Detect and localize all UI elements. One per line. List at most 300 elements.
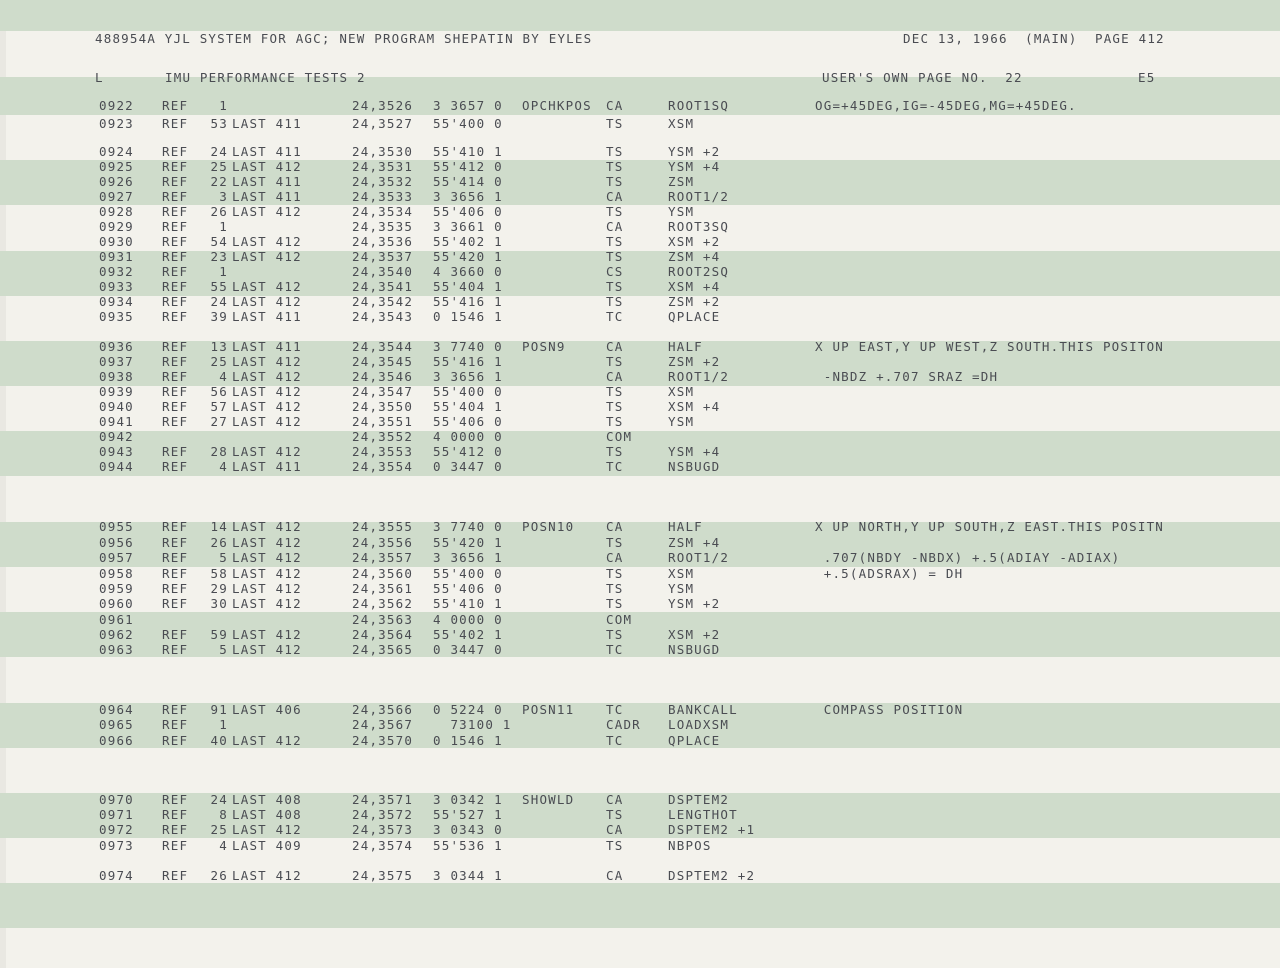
operand: XSM +4: [668, 399, 721, 414]
ref-keyword: REF: [162, 116, 189, 131]
ref-count: 1: [219, 219, 228, 234]
line-number: 0955: [99, 519, 134, 534]
address: 24,3564: [352, 627, 414, 642]
octal-value: 3 0344 1: [433, 868, 503, 883]
opcode: TC: [606, 702, 624, 717]
opcode: TS: [606, 596, 624, 611]
address: 24,3544: [352, 339, 414, 354]
comment: -NBDZ +.707 SRAZ =DH: [815, 369, 999, 384]
address: 24,3553: [352, 444, 414, 459]
opcode: TC: [606, 642, 624, 657]
ref-count: 53: [210, 116, 228, 131]
ref-count: 27: [210, 414, 228, 429]
operand: ROOT3SQ: [668, 219, 730, 234]
opcode: TC: [606, 459, 624, 474]
ref-keyword: REF: [162, 444, 189, 459]
ref-keyword: REF: [162, 249, 189, 264]
line-number: 0937: [99, 354, 134, 369]
address: 24,3571: [352, 792, 414, 807]
address: 24,3534: [352, 204, 414, 219]
octal-value: 55'527 1: [433, 807, 503, 822]
address: 24,3552: [352, 429, 414, 444]
ref-keyword: REF: [162, 144, 189, 159]
ref-count: 1: [219, 264, 228, 279]
operand: QPLACE: [668, 733, 721, 748]
ref-location: LAST 411: [232, 339, 302, 354]
page-code: E5: [1138, 70, 1156, 85]
opcode: CA: [606, 219, 624, 234]
ref-location: LAST 412: [232, 535, 302, 550]
opcode: TS: [606, 249, 624, 264]
line-number: 0930: [99, 234, 134, 249]
ref-location: LAST 412: [232, 596, 302, 611]
octal-value: 55'406 0: [433, 204, 503, 219]
ref-count: 24: [210, 792, 228, 807]
opcode: CS: [606, 264, 624, 279]
address: 24,3555: [352, 519, 414, 534]
address: 24,3556: [352, 535, 414, 550]
line-number: 0966: [99, 733, 134, 748]
ref-location: LAST 412: [232, 414, 302, 429]
octal-value: 73100 1: [433, 717, 512, 732]
address: 24,3527: [352, 116, 414, 131]
line-number: 0944: [99, 459, 134, 474]
address: 24,3561: [352, 581, 414, 596]
ref-count: 5: [219, 642, 228, 657]
operand: NSBUGD: [668, 642, 721, 657]
octal-value: 55'406 0: [433, 581, 503, 596]
comment: X UP NORTH,Y UP SOUTH,Z EAST.THIS POSITN: [815, 519, 1165, 534]
line-number: 0927: [99, 189, 134, 204]
line-number: 0936: [99, 339, 134, 354]
octal-value: 55'416 1: [433, 354, 503, 369]
comment: X UP EAST,Y UP WEST,Z SOUTH.THIS POSITON: [815, 339, 1165, 354]
address: 24,3550: [352, 399, 414, 414]
ref-location: LAST 412: [232, 733, 302, 748]
ref-location: LAST 412: [232, 234, 302, 249]
operand: XSM: [668, 116, 695, 131]
ref-count: 59: [210, 627, 228, 642]
octal-value: 55'412 0: [433, 444, 503, 459]
address: 24,3536: [352, 234, 414, 249]
opcode: TS: [606, 399, 624, 414]
ref-count: 4: [219, 459, 228, 474]
symbol-label: OPCHKPOS: [522, 98, 592, 113]
opcode: CA: [606, 868, 624, 883]
opcode: CA: [606, 550, 624, 565]
line-number: 0925: [99, 159, 134, 174]
octal-value: 55'402 1: [433, 627, 503, 642]
opcode: COM: [606, 612, 633, 627]
opcode: TS: [606, 535, 624, 550]
line-number: 0965: [99, 717, 134, 732]
operand: YSM: [668, 581, 695, 596]
ref-count: 25: [210, 354, 228, 369]
opcode: TS: [606, 581, 624, 596]
user-page-label: USER'S OWN PAGE NO. 22: [822, 70, 1023, 85]
line-number: 0922: [99, 98, 134, 113]
ref-keyword: REF: [162, 807, 189, 822]
opcode: TS: [606, 234, 624, 249]
ref-keyword: REF: [162, 519, 189, 534]
opcode: CA: [606, 369, 624, 384]
octal-value: 55'410 1: [433, 144, 503, 159]
octal-value: 55'420 1: [433, 535, 503, 550]
opcode: TC: [606, 309, 624, 324]
ref-count: 28: [210, 444, 228, 459]
octal-value: 0 3447 0: [433, 642, 503, 657]
ref-location: LAST 412: [232, 369, 302, 384]
ref-keyword: REF: [162, 354, 189, 369]
ref-location: LAST 408: [232, 792, 302, 807]
line-number: 0958: [99, 566, 134, 581]
ref-count: 8: [219, 807, 228, 822]
listing-header-right: DEC 13, 1966 (MAIN) PAGE 412: [903, 31, 1165, 46]
octal-value: 3 0342 1: [433, 792, 503, 807]
operand: ZSM +4: [668, 535, 721, 550]
ref-location: LAST 412: [232, 627, 302, 642]
operand: YSM: [668, 414, 695, 429]
ref-count: 1: [219, 717, 228, 732]
ref-keyword: REF: [162, 399, 189, 414]
ref-keyword: REF: [162, 264, 189, 279]
ref-keyword: REF: [162, 733, 189, 748]
line-number: 0933: [99, 279, 134, 294]
line-number: 0942: [99, 429, 134, 444]
ref-count: 24: [210, 144, 228, 159]
octal-value: 55'416 1: [433, 294, 503, 309]
line-number: 0962: [99, 627, 134, 642]
address: 24,3535: [352, 219, 414, 234]
ref-count: 40: [210, 733, 228, 748]
line-number: 0938: [99, 369, 134, 384]
ref-keyword: REF: [162, 414, 189, 429]
comment: OG=+45DEG,IG=-45DEG,MG=+45DEG.: [815, 98, 1077, 113]
ref-location: LAST 406: [232, 702, 302, 717]
opcode: TS: [606, 144, 624, 159]
comment: COMPASS POSITION: [815, 702, 964, 717]
address: 24,3563: [352, 612, 414, 627]
opcode: CA: [606, 339, 624, 354]
ref-keyword: REF: [162, 159, 189, 174]
ref-count: 54: [210, 234, 228, 249]
line-number: 0973: [99, 838, 134, 853]
opcode: TS: [606, 354, 624, 369]
ref-location: LAST 412: [232, 159, 302, 174]
ref-count: 4: [219, 838, 228, 853]
operand: ZSM: [668, 174, 695, 189]
opcode: TC: [606, 733, 624, 748]
ref-keyword: REF: [162, 204, 189, 219]
address: 24,3533: [352, 189, 414, 204]
ref-location: LAST 411: [232, 189, 302, 204]
line-number: 0972: [99, 822, 134, 837]
line-number: 0934: [99, 294, 134, 309]
operand: DSPTEM2 +1: [668, 822, 756, 837]
ref-location: LAST 412: [232, 204, 302, 219]
octal-value: 55'536 1: [433, 838, 503, 853]
line-number: 0924: [99, 144, 134, 159]
line-number: 0932: [99, 264, 134, 279]
octal-value: 55'400 0: [433, 116, 503, 131]
address: 24,3575: [352, 868, 414, 883]
opcode: TS: [606, 838, 624, 853]
ref-keyword: REF: [162, 627, 189, 642]
line-number: 0974: [99, 868, 134, 883]
comment: .707(NBDY -NBDX) +.5(ADIAY -ADIAX): [815, 550, 1121, 565]
octal-value: 3 7740 0: [433, 339, 503, 354]
operand: XSM +4: [668, 279, 721, 294]
address: 24,3554: [352, 459, 414, 474]
opcode: TS: [606, 116, 624, 131]
octal-value: 0 5224 0: [433, 702, 503, 717]
octal-value: 4 0000 0: [433, 429, 503, 444]
octal-value: 55'400 0: [433, 384, 503, 399]
operand: DSPTEM2: [668, 792, 730, 807]
octal-value: 3 0343 0: [433, 822, 503, 837]
ref-location: LAST 411: [232, 116, 302, 131]
ref-keyword: REF: [162, 234, 189, 249]
operand: ROOT1SQ: [668, 98, 730, 113]
operand: YSM +4: [668, 159, 721, 174]
octal-value: 55'406 0: [433, 414, 503, 429]
symbol-label: SHOWLD: [522, 792, 575, 807]
ref-location: LAST 412: [232, 868, 302, 883]
ref-count: 26: [210, 535, 228, 550]
ref-count: 26: [210, 868, 228, 883]
ref-keyword: REF: [162, 717, 189, 732]
operand: ZSM +2: [668, 354, 721, 369]
octal-value: 55'400 0: [433, 566, 503, 581]
opcode: CA: [606, 98, 624, 113]
operand: HALF: [668, 339, 703, 354]
ref-count: 5: [219, 550, 228, 565]
ref-location: LAST 411: [232, 309, 302, 324]
line-number: 0957: [99, 550, 134, 565]
octal-value: 4 3660 0: [433, 264, 503, 279]
ref-keyword: REF: [162, 822, 189, 837]
ref-count: 24: [210, 294, 228, 309]
ref-count: 4: [219, 369, 228, 384]
line-number: 0959: [99, 581, 134, 596]
address: 24,3562: [352, 596, 414, 611]
ref-count: 23: [210, 249, 228, 264]
opcode: TS: [606, 444, 624, 459]
ref-keyword: REF: [162, 702, 189, 717]
opcode: CA: [606, 519, 624, 534]
octal-value: 55'412 0: [433, 159, 503, 174]
ref-keyword: REF: [162, 868, 189, 883]
octal-value: 55'404 1: [433, 279, 503, 294]
ref-keyword: REF: [162, 566, 189, 581]
octal-value: 55'410 1: [433, 596, 503, 611]
operand: BANKCALL: [668, 702, 738, 717]
ref-count: 91: [210, 702, 228, 717]
octal-value: 3 3656 1: [433, 369, 503, 384]
operand: YSM: [668, 204, 695, 219]
address: 24,3567: [352, 717, 414, 732]
line-number: 0931: [99, 249, 134, 264]
octal-value: 55'402 1: [433, 234, 503, 249]
ref-keyword: REF: [162, 189, 189, 204]
line-number: 0960: [99, 596, 134, 611]
ref-keyword: REF: [162, 792, 189, 807]
line-number: 0923: [99, 116, 134, 131]
operand: HALF: [668, 519, 703, 534]
line-number: 0926: [99, 174, 134, 189]
octal-value: 3 7740 0: [433, 519, 503, 534]
address: 24,3547: [352, 384, 414, 399]
octal-value: 55'414 0: [433, 174, 503, 189]
ref-keyword: REF: [162, 294, 189, 309]
ref-keyword: REF: [162, 581, 189, 596]
address: 24,3557: [352, 550, 414, 565]
ref-keyword: REF: [162, 642, 189, 657]
address: 24,3566: [352, 702, 414, 717]
operand: XSM: [668, 384, 695, 399]
ref-location: LAST 412: [232, 519, 302, 534]
ref-location: LAST 412: [232, 550, 302, 565]
octal-value: 55'404 1: [433, 399, 503, 414]
opcode: TS: [606, 414, 624, 429]
address: 24,3532: [352, 174, 414, 189]
ref-location: LAST 411: [232, 174, 302, 189]
opcode: COM: [606, 429, 633, 444]
octal-value: 0 1546 1: [433, 733, 503, 748]
operand: LENGTHOT: [668, 807, 738, 822]
line-number: 0956: [99, 535, 134, 550]
line-number: 0935: [99, 309, 134, 324]
operand: XSM +2: [668, 627, 721, 642]
line-number: 0940: [99, 399, 134, 414]
operand: ROOT1/2: [668, 550, 730, 565]
line-number: 0964: [99, 702, 134, 717]
ref-keyword: REF: [162, 369, 189, 384]
ref-location: LAST 412: [232, 294, 302, 309]
address: 24,3540: [352, 264, 414, 279]
line-number: 0943: [99, 444, 134, 459]
operand: YSM +4: [668, 444, 721, 459]
line-number: 0939: [99, 384, 134, 399]
address: 24,3551: [352, 414, 414, 429]
opcode: TS: [606, 566, 624, 581]
ref-count: 55: [210, 279, 228, 294]
address: 24,3542: [352, 294, 414, 309]
ref-keyword: REF: [162, 838, 189, 853]
ref-location: LAST 412: [232, 384, 302, 399]
ref-location: LAST 412: [232, 566, 302, 581]
ref-count: 22: [210, 174, 228, 189]
operand: ROOT1/2: [668, 189, 730, 204]
address: 24,3531: [352, 159, 414, 174]
octal-value: 3 3661 0: [433, 219, 503, 234]
opcode: TS: [606, 627, 624, 642]
address: 24,3530: [352, 144, 414, 159]
ref-keyword: REF: [162, 550, 189, 565]
address: 24,3537: [352, 249, 414, 264]
operand: ROOT1/2: [668, 369, 730, 384]
address: 24,3574: [352, 838, 414, 853]
listing-header-left: 488954A YJL SYSTEM FOR AGC; NEW PROGRAM SHEPATIN BY EYLES: [95, 31, 593, 46]
ref-location: LAST 408: [232, 807, 302, 822]
paper-band: [0, 883, 1280, 928]
ref-count: 13: [210, 339, 228, 354]
opcode: CA: [606, 822, 624, 837]
operand: XSM +2: [668, 234, 721, 249]
ref-count: 30: [210, 596, 228, 611]
line-number: 0961: [99, 612, 134, 627]
ref-location: LAST 412: [232, 581, 302, 596]
ref-keyword: REF: [162, 309, 189, 324]
opcode: TS: [606, 807, 624, 822]
address: 24,3545: [352, 354, 414, 369]
operand: ZSM +2: [668, 294, 721, 309]
symbol-label: POSN10: [522, 519, 575, 534]
ref-keyword: REF: [162, 596, 189, 611]
opcode: TS: [606, 384, 624, 399]
line-number: 0941: [99, 414, 134, 429]
ref-count: 57: [210, 399, 228, 414]
address: 24,3573: [352, 822, 414, 837]
opcode: TS: [606, 174, 624, 189]
ref-count: 1: [219, 98, 228, 113]
operand: YSM +2: [668, 144, 721, 159]
line-number: 0971: [99, 807, 134, 822]
ref-count: 56: [210, 384, 228, 399]
operand: YSM +2: [668, 596, 721, 611]
ref-count: 14: [210, 519, 228, 534]
octal-value: 3 3656 1: [433, 550, 503, 565]
ref-location: LAST 412: [232, 399, 302, 414]
ref-keyword: REF: [162, 98, 189, 113]
symbol-label: POSN11: [522, 702, 575, 717]
ref-count: 26: [210, 204, 228, 219]
address: 24,3572: [352, 807, 414, 822]
operand: QPLACE: [668, 309, 721, 324]
ref-keyword: REF: [162, 459, 189, 474]
line-number: 0928: [99, 204, 134, 219]
opcode: CADR: [606, 717, 641, 732]
ref-keyword: REF: [162, 174, 189, 189]
address: 24,3565: [352, 642, 414, 657]
line-number: 0929: [99, 219, 134, 234]
operand: DSPTEM2 +2: [668, 868, 756, 883]
operand: LOADXSM: [668, 717, 730, 732]
line-number: 0963: [99, 642, 134, 657]
ref-location: LAST 412: [232, 642, 302, 657]
ref-keyword: REF: [162, 279, 189, 294]
comment: +.5(ADSRAX) = DH: [815, 566, 964, 581]
operand: XSM: [668, 566, 695, 581]
octal-value: 0 1546 1: [433, 309, 503, 324]
octal-value: 4 0000 0: [433, 612, 503, 627]
address: 24,3541: [352, 279, 414, 294]
ref-count: 3: [219, 189, 228, 204]
ref-location: LAST 412: [232, 444, 302, 459]
address: 24,3526: [352, 98, 414, 113]
operand: NSBUGD: [668, 459, 721, 474]
operand: ZSM +4: [668, 249, 721, 264]
ref-count: 29: [210, 581, 228, 596]
ref-count: 39: [210, 309, 228, 324]
paper-band: [0, 0, 1280, 31]
ref-count: 25: [210, 822, 228, 837]
section-title: IMU PERFORMANCE TESTS 2: [165, 70, 366, 85]
ref-location: LAST 411: [232, 144, 302, 159]
ref-keyword: REF: [162, 535, 189, 550]
address: 24,3570: [352, 733, 414, 748]
ref-count: 25: [210, 159, 228, 174]
